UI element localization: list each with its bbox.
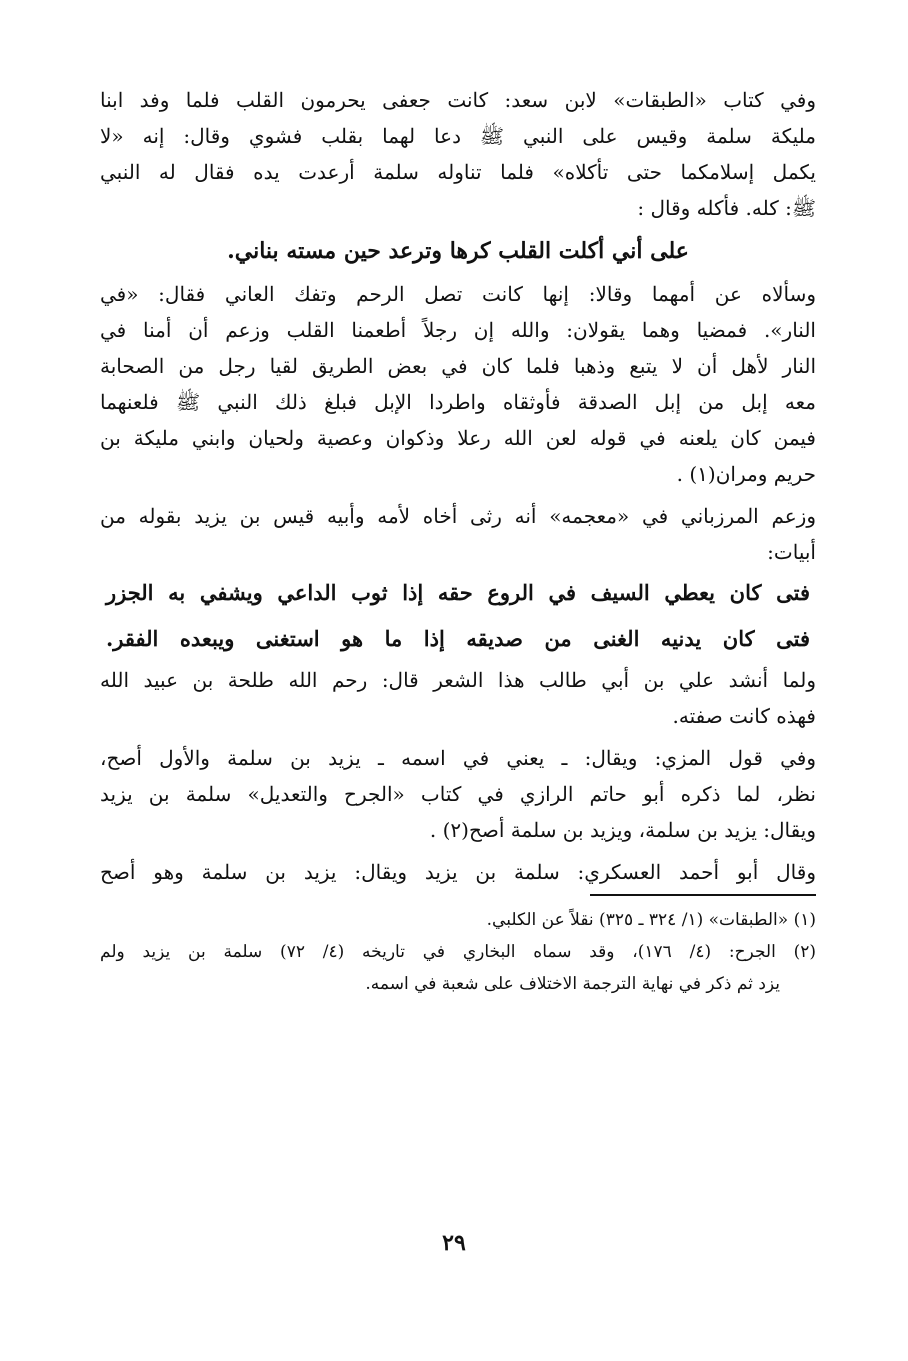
text-line: وقال أبو أحمد العسكري: سلمة بن يزيد ويقال: يزيد بن سلمة وهو أصح <box>100 860 816 884</box>
paragraph-mizzi <box>100 740 816 848</box>
verse-line: على أني أكلت القلب كرها وترعد حين مسته بناني. <box>227 238 689 264</box>
footnotes <box>100 904 816 1000</box>
text-line: مليكة سلمة وقيس على النبي ﷺ دعا لهما بقلب فشوي وقال: إنه «لا <box>100 124 816 148</box>
footnote-1: (١) «الطبقات» (١/ ٣٢٤ ـ ٣٢٥) نقلاً عن الكلبي. <box>486 910 816 930</box>
text-line: النار». فمضيا وهما يقولان: والله إن رجلاً أطعمنا القلب وزعم أن أمنا في <box>100 318 816 342</box>
footnote-divider <box>590 894 816 896</box>
text-line: معه إبل من إبل الصدقة فأوثقاه واطردا الإبل فبلغ ذلك النبي ﷺ فلعنهما <box>100 390 816 414</box>
verse-line: فتى كان يدنيه الغنى من صديقه إذا ما هو استغنى ويبعده الفقر. <box>106 626 810 651</box>
text-line: فيمن كان يلعنه في قوله لعن الله رعلا وذكوان وعصية ولحيان وابني مليكة بن <box>100 426 816 450</box>
text-line: ولما أنشد علي بن أبي طالب هذا الشعر قال: رحم الله طلحة بن عبيد الله <box>100 668 816 692</box>
text-line: النار لأهل أن لا يتبع وذهبا فلما كان في بعض الطريق لقيا رجل من الصحابة <box>100 354 816 378</box>
text-line: وفي كتاب «الطبقات» لابن سعد: كانت جعفى يحرمون القلب فلما وفد ابنا <box>100 88 816 112</box>
text-line: وزعم المرزباني في «معجمه» أنه رثى أخاه لأمه وأبيه قيس بن يزيد بقوله من <box>100 504 816 528</box>
text-line: ﷺ: كله. فأكله وقال : <box>637 196 816 220</box>
footnote-2-continued: يزد ثم ذكر في نهاية الترجمة الاختلاف على شعبة في اسمه. <box>365 974 780 994</box>
text-line: وسألاه عن أمهما وقالا: إنها كانت تصل الرحم وتفك العاني فقال: «في <box>100 282 816 306</box>
paragraph-marzubani <box>100 498 816 570</box>
text-line: حريم ومران(١) . <box>676 462 816 486</box>
text-line: نظر، لما ذكره أبو حاتم الرازي في كتاب «الجرح والتعديل» سلمة بن يزيد <box>100 782 816 806</box>
text-line: ويقال: يزيد بن سلمة، ويزيد بن سلمة أصح(٢) . <box>429 818 816 842</box>
verse-line: فتى كان يعطي السيف في الروع حقه إذا ثوب الداعي ويشفي به الجزر <box>106 580 810 605</box>
text-line: يكمل إسلامكما حتى تأكلاه» فلما تناوله سلمة أرعدت يده فقال له النبي <box>100 160 816 184</box>
page-body <box>100 82 816 1000</box>
page-number: ٢٩ <box>442 1230 466 1256</box>
paragraph-ali <box>100 662 816 734</box>
text-line: فهذه كانت صفته. <box>672 704 816 728</box>
paragraph-mother <box>100 276 816 492</box>
footnote-2: (٢) الجرح: (٤/ ١٧٦)، وقد سماه البخاري في تاريخه (٤/ ٧٢) سلمة بن يزيد ولم <box>100 942 816 962</box>
text-line: وفي قول المزي: ويقال: ـ يعني في اسمه ـ يزيد بن سلمة والأول أصح، <box>100 746 816 770</box>
text-line: أبيات: <box>767 540 816 564</box>
paragraph-tabaqat <box>100 82 816 226</box>
